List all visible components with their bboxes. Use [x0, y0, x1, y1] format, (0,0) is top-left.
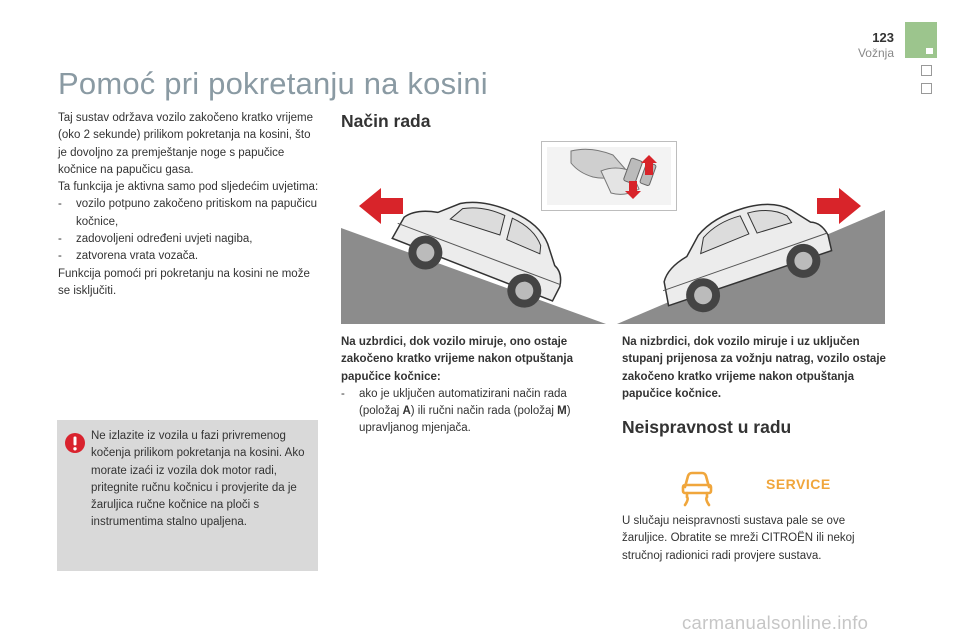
heading-mode: Način rada: [341, 111, 431, 131]
list-item: - vozilo potpuno zakočeno pritiskom na papučicu kočnice,: [58, 198, 318, 228]
heading-fault: Neispravnost u radu: [622, 417, 792, 437]
watermark: carmanualsonline.info: [682, 612, 869, 633]
uphill-illustration: [341, 180, 606, 324]
warning-text: Ne izlazite iz vozila u fazi privremenog kočenja prilikom pokretanja na kosini. Ako morate izaći iz vozila dok motor radi, pritegnite ručnu kočnicu i provjerite da je žaruljica ručne kočnice na ploči s instrumentima stalno upaljena.: [91, 430, 305, 529]
page-title: Pomoć pri pokretanju na kosini: [58, 66, 488, 101]
intro-paragraph: Ta funkcija je aktivna samo pod sljedećim uvjetima:: [58, 181, 319, 194]
uphill-caption-bold: Na uzbrdici, dok vozilo miruje, ono ostaje zakočeno kratko vrijeme nakon otpuštanja papučice kočnice:: [341, 336, 573, 383]
list-item: - zadovoljeni određeni uvjeti nagiba,: [58, 233, 253, 246]
fault-text: U slučaju neispravnosti sustava pale se ove žaruljice. Obratite se mreži CITROËN ili nekoj stručnoj radionici radi provjere sustava.: [622, 515, 855, 562]
downhill-illustration: [617, 180, 885, 324]
section-name: Vožnja: [857, 46, 894, 60]
section-tab[interactable]: [921, 65, 932, 76]
intro-paragraph: Taj sustav održava vozilo zakočeno kratko vrijeme (oko 2 sekunde) prilikom pokretanja na kosini, što je dovoljno za premještanje noge s papučice kočnice na papučicu gasa.: [58, 112, 314, 176]
intro-text: [58, 110, 320, 300]
list-item: - ako je uključen automatizirani način rada (položaj A) ili ručni način rada (položaj M) upravljanog mjenjača.: [341, 387, 571, 435]
section-tab[interactable]: [921, 83, 932, 94]
list-item: - zatvorena vrata vozača.: [58, 250, 199, 263]
section-tab-active[interactable]: [905, 22, 937, 58]
uphill-caption: [341, 334, 597, 438]
exclamation-icon: [64, 432, 86, 454]
intro-paragraph: Funkcija pomoći pri pokretanju na kosini ne može se isključiti.: [58, 267, 310, 297]
downhill-caption: Na nizbrdici, dok vozilo miruje i uz uključen stupanj prijenosa za vožnju natrag, vozilo ostaje zakočeno kratko vrijeme nakon otpuštanja papučice kočnice.: [622, 336, 886, 400]
tab-marker-icon: [926, 48, 933, 54]
page-number: 123: [872, 30, 894, 45]
service-warning-label: SERVICE: [766, 476, 831, 492]
car-skid-warning-icon: [677, 467, 717, 507]
